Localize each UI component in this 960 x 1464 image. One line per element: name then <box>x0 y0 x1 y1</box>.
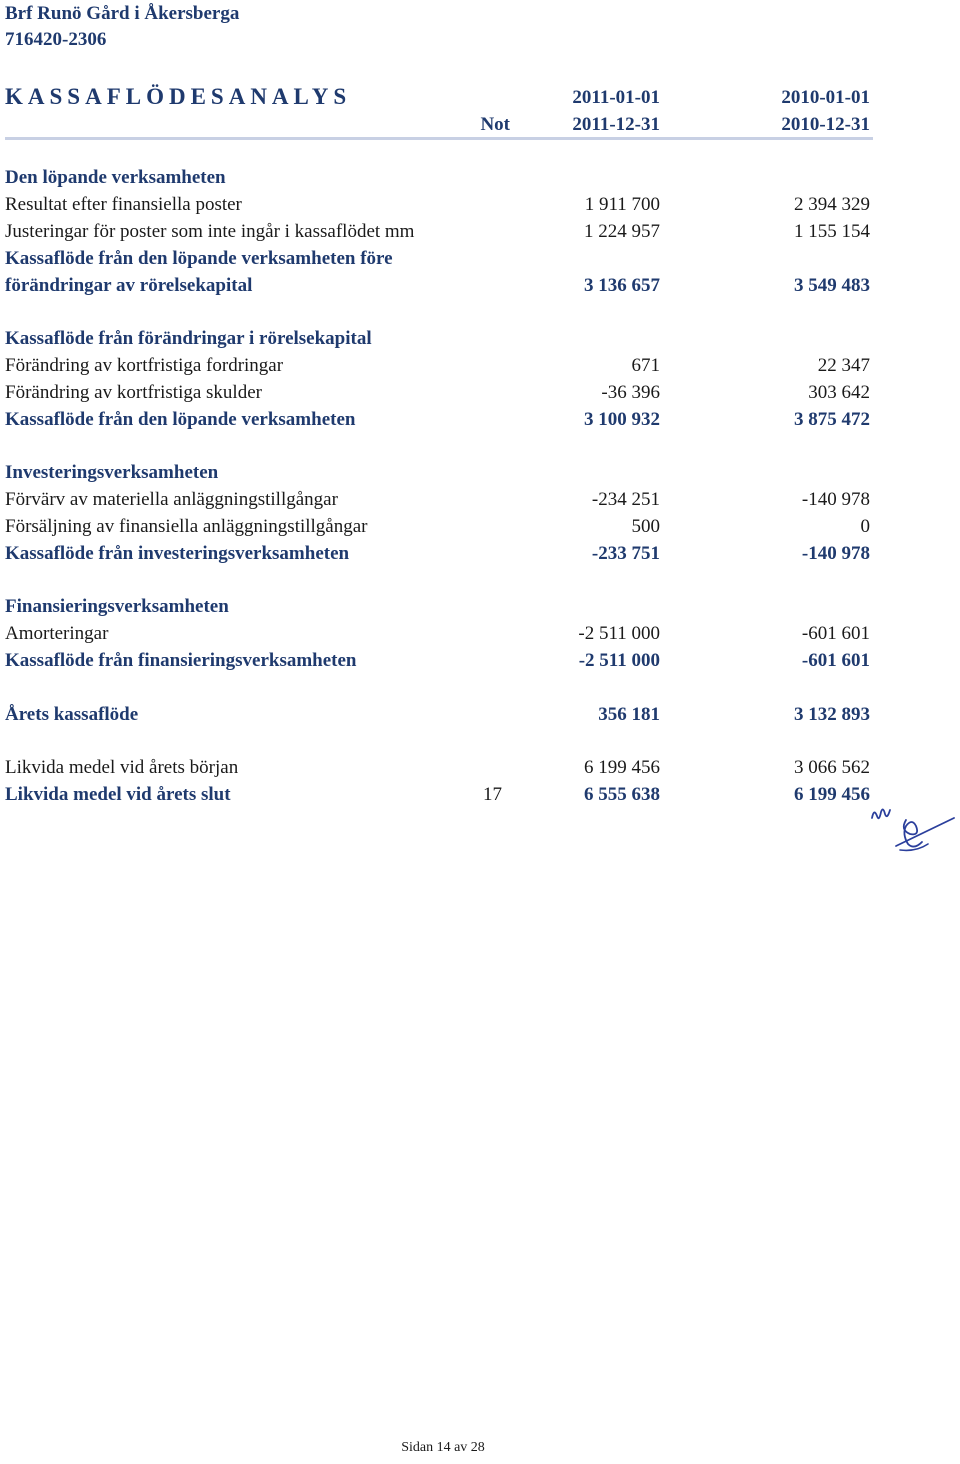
row-label: Kassaflöde från investeringsverksamheten <box>5 543 350 564</box>
table-row <box>0 757 960 784</box>
value-2011: 1 224 957 <box>584 221 660 242</box>
table-row <box>0 489 960 516</box>
row-label: Den löpande verksamheten <box>5 167 226 188</box>
value-2011: -233 751 <box>591 543 660 564</box>
value-2010: 22 347 <box>817 355 870 376</box>
value-2011: 500 <box>631 516 660 537</box>
organization-name: Brf Runö Gård i Åkersberga <box>5 3 240 24</box>
page-title: KASSAFLÖDESANALYS <box>5 84 352 109</box>
table-row <box>0 328 960 355</box>
value-2011: 6 199 456 <box>584 757 660 778</box>
table-row <box>0 355 960 382</box>
period2-end: 2010-12-31 <box>781 114 870 135</box>
table-row <box>0 382 960 409</box>
page-number: Sidan 14 av 28 <box>401 1440 485 1455</box>
row-label: Kassaflöde från den löpande verksamheten före <box>5 248 393 269</box>
value-2011: 3 100 932 <box>584 409 660 430</box>
value-2010: -140 978 <box>801 543 870 564</box>
row-label: Försäljning av finansiella anläggningstillgångar <box>5 516 368 537</box>
row-label: förändringar av rörelsekapital <box>5 275 253 296</box>
value-2011: 671 <box>631 355 660 376</box>
table-row <box>0 462 960 489</box>
value-2010: 3 875 472 <box>794 409 870 430</box>
value-2010: 2 394 329 <box>794 194 870 215</box>
row-label: Likvida medel vid årets slut <box>5 784 231 805</box>
table-row <box>0 275 960 302</box>
value-2011: 6 555 638 <box>584 784 660 805</box>
period1-start: 2011-01-01 <box>572 87 660 108</box>
table-row <box>0 516 960 543</box>
row-label: Kassaflöde från den löpande verksamheten <box>5 409 356 430</box>
value-2010: -601 601 <box>801 623 870 644</box>
value-2010: -140 978 <box>801 489 870 510</box>
value-2010: 3 132 893 <box>794 704 870 725</box>
value-2011: 1 911 700 <box>584 194 660 215</box>
row-label: Justeringar för poster som inte ingår i kassaflödet mm <box>5 221 415 242</box>
row-label: Investeringsverksamheten <box>5 462 219 483</box>
row-label: Amorteringar <box>5 623 109 644</box>
value-2011: -2 511 000 <box>578 623 660 644</box>
row-label: Förändring av kortfristiga fordringar <box>5 355 284 376</box>
value-2010: 6 199 456 <box>794 784 870 805</box>
table-row <box>0 248 960 275</box>
value-2010: 3 549 483 <box>794 275 870 296</box>
row-label: Förvärv av materiella anläggningstillgångar <box>5 489 338 510</box>
period2-start: 2010-01-01 <box>781 87 870 108</box>
period1-end: 2011-12-31 <box>572 114 660 135</box>
row-label: Förändring av kortfristiga skulder <box>5 382 262 403</box>
value-2010: 0 <box>860 516 870 537</box>
value-2010: -601 601 <box>801 650 870 671</box>
value-2011: -234 251 <box>591 489 660 510</box>
row-label: Resultat efter finansiella poster <box>5 194 242 215</box>
value-2010: 1 155 154 <box>794 221 870 242</box>
table-row <box>0 543 960 570</box>
table-row <box>0 650 960 677</box>
value-2011: 3 136 657 <box>584 275 660 296</box>
row-label: Finansieringsverksamheten <box>5 596 229 617</box>
table-row <box>0 596 960 623</box>
table-row <box>0 167 960 194</box>
value-2011: -2 511 000 <box>578 650 660 671</box>
table-row <box>0 409 960 436</box>
row-label: Kassaflöde från finansieringsverksamheten <box>5 650 357 671</box>
row-label: Likvida medel vid årets början <box>5 757 239 778</box>
value-2010: 3 066 562 <box>794 757 870 778</box>
value-2010: 303 642 <box>808 382 870 403</box>
signature-initials <box>866 800 958 856</box>
organization-number: 716420-2306 <box>5 29 107 50</box>
table-row <box>0 221 960 248</box>
row-label: Årets kassaflöde <box>5 704 139 725</box>
row-label: Kassaflöde från förändringar i rörelsekapital <box>5 328 372 349</box>
value-2011: -36 396 <box>601 382 660 403</box>
table-row <box>0 623 960 650</box>
note-column-header: Not <box>480 114 510 135</box>
table-row <box>0 784 960 811</box>
value-2011: 356 181 <box>598 704 660 725</box>
table-row <box>0 194 960 221</box>
note-reference: 17 <box>483 784 502 805</box>
table-row <box>0 704 960 731</box>
header-divider <box>5 137 873 140</box>
